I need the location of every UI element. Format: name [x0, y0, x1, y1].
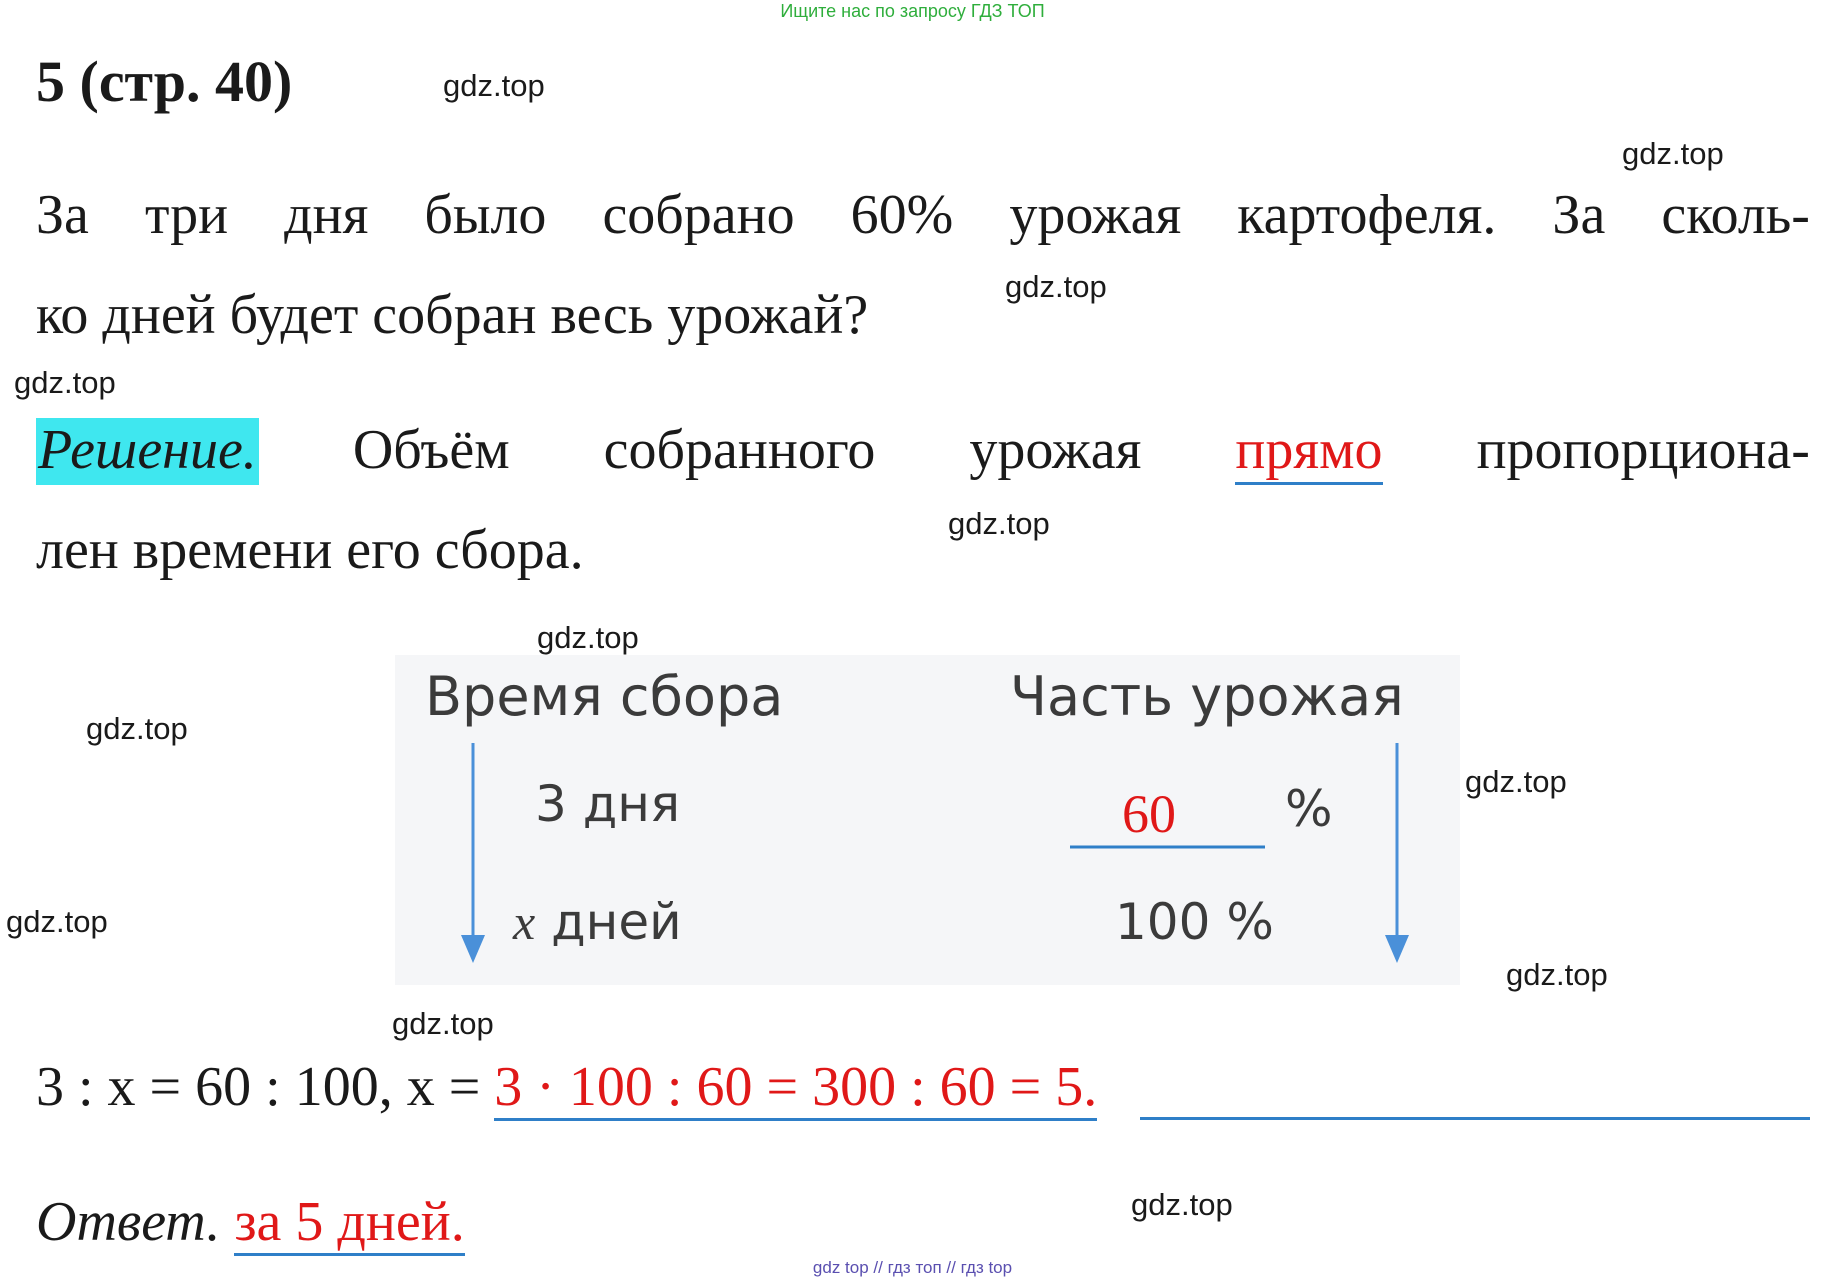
- word: пропорциона-: [1476, 419, 1810, 481]
- row2-time-label: дней: [535, 893, 682, 951]
- row2-part: 100 %: [1115, 893, 1274, 951]
- equation-given: 3 : x = 60 : 100, x =: [36, 1056, 495, 1118]
- word: За: [1552, 184, 1606, 246]
- down-arrow-right-icon: [1385, 935, 1409, 963]
- row1-unit: %: [1285, 780, 1333, 838]
- down-arrow-left-icon: [461, 935, 485, 963]
- watermark: gdz.top: [1506, 957, 1608, 992]
- word: За: [36, 184, 89, 246]
- equation-answer: 3 · 100 : 60 = 300 : 60 = 5.: [494, 1056, 1097, 1121]
- watermark: gdz.top: [14, 365, 116, 400]
- filled-answer-word: прямо: [1235, 418, 1382, 485]
- problem-line-2: ко дней будет собран весь урожай?: [36, 284, 869, 346]
- search-banner: Ищите нас по запросу ГДЗ ТОП: [780, 1, 1045, 21]
- row1-time: 3 дня: [535, 775, 681, 833]
- word: картофеля.: [1237, 184, 1497, 246]
- variable-x: x: [513, 894, 536, 950]
- word: сколь-: [1661, 184, 1810, 246]
- word: 60%: [850, 184, 954, 246]
- col-header-time: Время сбора: [425, 665, 784, 728]
- solution-line-1: [36, 418, 1810, 485]
- word: собранного: [603, 419, 876, 481]
- footer-credits: gdz top // гдз топ // гдз top: [812, 1258, 1013, 1277]
- watermark: gdz.top: [1005, 269, 1107, 304]
- answer-value: за 5 дней.: [234, 1191, 464, 1256]
- proportion-table: [395, 655, 1460, 985]
- watermark: gdz.top: [948, 506, 1050, 541]
- col-header-part: Часть урожая: [1010, 665, 1404, 728]
- word: три: [144, 184, 229, 246]
- watermark: gdz.top: [443, 68, 545, 103]
- watermark: gdz.top: [1131, 1187, 1233, 1222]
- word: Объём: [352, 419, 510, 481]
- solution-line-2: лен времени его сбора.: [36, 519, 584, 581]
- solution-label: Решение.: [36, 418, 259, 485]
- problem-line-1: [36, 183, 1810, 247]
- equation-line: [36, 1055, 1097, 1119]
- word: было: [424, 184, 547, 246]
- word: дня: [284, 184, 369, 246]
- watermark: gdz.top: [392, 1006, 494, 1041]
- watermark: gdz.top: [1622, 136, 1724, 171]
- answer-label: Ответ.: [36, 1191, 221, 1253]
- row2-time: [513, 893, 682, 951]
- row1-value: 60: [1122, 784, 1176, 844]
- word: урожая: [969, 419, 1142, 481]
- task-title: 5 (стр. 40): [36, 49, 293, 114]
- watermark: gdz.top: [1465, 764, 1567, 799]
- answer-line: [36, 1190, 465, 1254]
- watermark: gdz.top: [86, 711, 188, 746]
- answer-underline-extension: [1140, 1117, 1810, 1120]
- word: урожая: [1009, 184, 1182, 246]
- watermark: gdz.top: [6, 904, 108, 939]
- watermark: gdz.top: [537, 620, 639, 655]
- word: собрано: [602, 184, 795, 246]
